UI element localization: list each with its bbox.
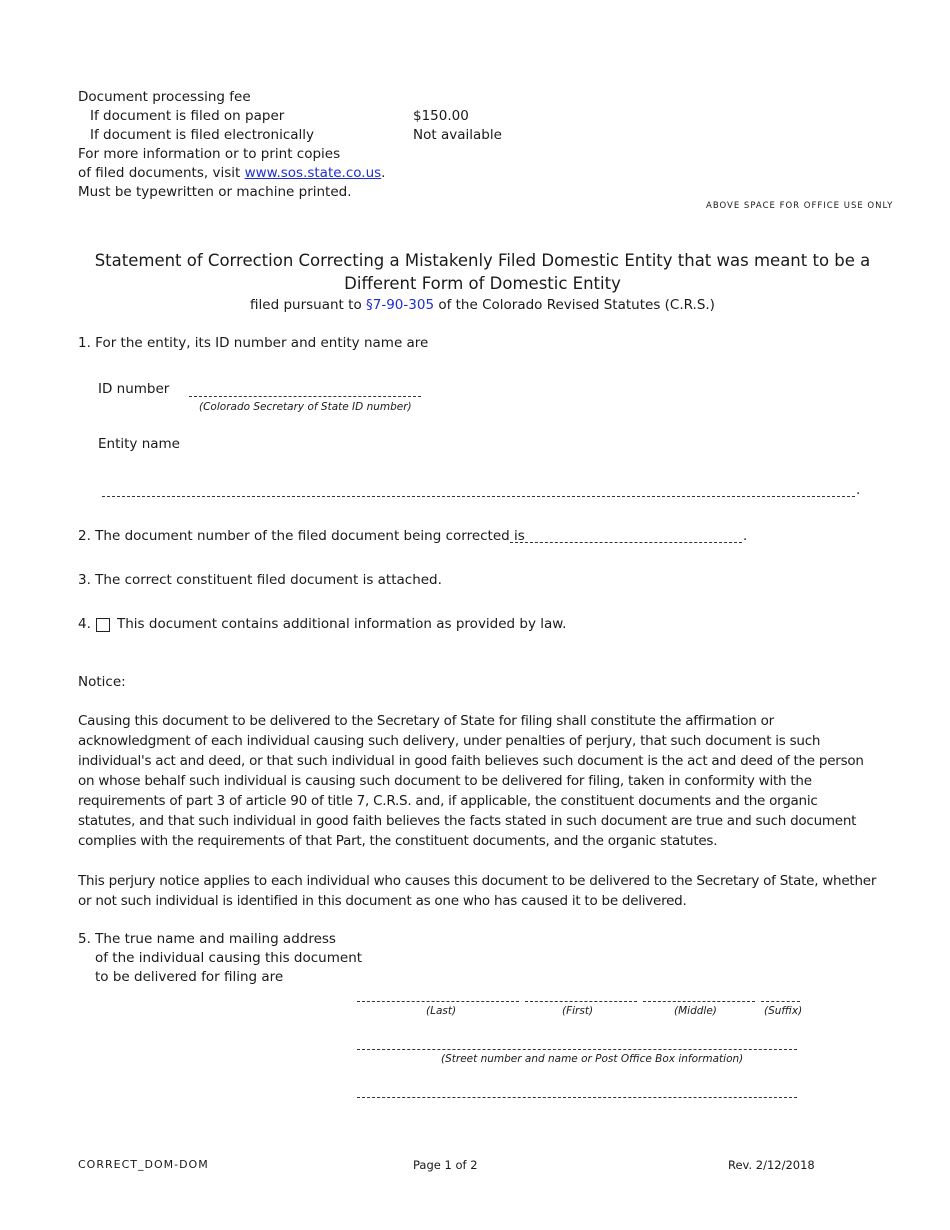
item-4-number: 4. [78,616,91,632]
last-name-field[interactable] [357,1001,519,1002]
item-1-text: 1. For the entity, its ID number and entity name are [78,335,429,351]
info-line-2 [78,165,385,181]
notice-paragraph-2: This perjury notice applies to each individual who causes this document to be delivered to the Secretary of State, whether or not such individual is identified in this document as one who has caused it to be delivered. [78,873,877,909]
suffix-field[interactable] [761,1001,800,1002]
item-5-line-1: 5. The true name and mailing address [78,931,336,947]
item-2-end: . [743,528,748,544]
info-line-2-suffix: . [381,165,386,181]
first-name-field[interactable] [525,1001,637,1002]
first-caption: (First) [562,1005,594,1017]
electronic-fee-value: Not available [413,127,502,143]
notice-heading: Notice: [78,674,126,690]
additional-info-checkbox[interactable] [96,618,110,632]
page-number: Page 1 of 2 [413,1158,478,1172]
id-number-caption: (Colorado Secretary of State ID number) [199,401,412,413]
street-caption: (Street number and name or Post Office Box information) [441,1053,744,1065]
middle-caption: (Middle) [674,1005,717,1017]
info-line-2-prefix: of filed documents, visit [78,165,245,181]
item-4-text: This document contains additional information as provided by law. [117,616,567,632]
suffix-caption: (Suffix) [764,1005,803,1017]
form-title-line-1: Statement of Correction Correcting a Mistakenly Filed Domestic Entity that was meant to be a [94,251,871,270]
typewritten-note: Must be typewritten or machine printed. [78,184,352,200]
entity-name-label: Entity name [98,436,180,452]
item-2-text: 2. The document number of the filed document being corrected is [78,528,525,544]
street-address-field[interactable] [357,1049,797,1050]
entity-name-end: . [856,482,861,498]
item-5-line-2: of the individual causing this document [95,950,363,966]
item-3-text: 3. The correct constituent filed document is attached. [78,572,442,588]
office-use-note: ABOVE SPACE FOR OFFICE USE ONLY [706,201,894,211]
subtitle-prefix: filed pursuant to [250,297,366,313]
paper-fee-label: If document is filed on paper [90,108,285,124]
form-id: CORRECT_DOM-DOM [78,1158,209,1171]
revision-date: Rev. 2/12/2018 [728,1158,815,1172]
fee-heading: Document processing fee [78,89,251,105]
form-title-line-2: Different Form of Domestic Entity [344,274,621,293]
document-number-field[interactable] [510,542,742,543]
last-caption: (Last) [426,1005,457,1017]
notice-paragraph-1: Causing this document to be delivered to the Secretary of State for filing shall constitute the affirmation or acknowledgment of each individual causing such delivery, under penalties of perjury, that such document is such individual's act and deed, or that such individual in good faith believes such document is the act and deed of the person on whose behalf such individual is causing such document to be delivered for filing, taken in conformity with the requirements of part 3 of article 90 of title 7, C.R.S. and, if applicable, the constituent documents and the organic statutes, and that such individual in good faith believes the facts stated in such document are true and such document complies with the requirements of that Part, the constituent documents, and the organic statutes. [78,713,864,849]
paper-fee-value: $150.00 [413,108,469,124]
sos-website-link[interactable]: www.sos.state.co.us [244,165,382,181]
electronic-fee-label: If document is filed electronically [90,127,315,143]
entity-name-field[interactable] [102,496,855,497]
form-subtitle [90,297,875,313]
id-number-field[interactable] [189,396,421,397]
info-line-1: For more information or to print copies [78,146,341,162]
id-number-label: ID number [98,381,170,397]
subtitle-suffix: of the Colorado Revised Statutes (C.R.S.) [434,297,715,313]
city-address-field[interactable] [357,1097,797,1098]
middle-name-field[interactable] [643,1001,755,1002]
item-5-line-3: to be delivered for filing are [95,969,284,985]
statute-link[interactable]: §7-90-305 [366,297,435,313]
